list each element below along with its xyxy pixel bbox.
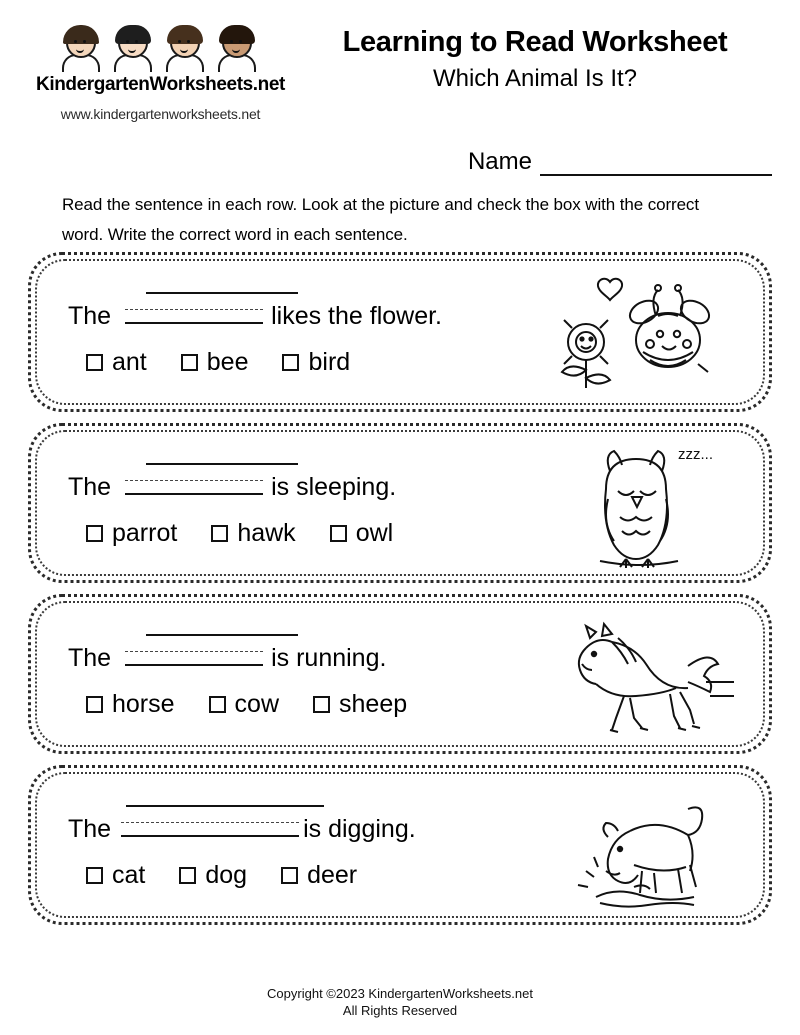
sentence bbox=[68, 294, 448, 331]
copyright-text: Copyright ©2023 KindergartenWorksheets.net bbox=[267, 986, 533, 1001]
answer-blank[interactable] bbox=[125, 636, 263, 666]
question-row bbox=[28, 252, 772, 412]
sentence bbox=[68, 807, 422, 844]
option-item[interactable] bbox=[282, 348, 350, 377]
checkbox-icon[interactable] bbox=[209, 696, 226, 713]
footer bbox=[0, 985, 800, 1019]
checkbox-icon[interactable] bbox=[86, 696, 103, 713]
option-item[interactable] bbox=[86, 519, 177, 548]
option-label: ant bbox=[112, 348, 147, 376]
sentence-suffix: likes the flower. bbox=[271, 302, 443, 330]
rights-text: All Rights Reserved bbox=[342, 1003, 458, 1018]
name-label: Name bbox=[467, 148, 532, 175]
sentence bbox=[68, 636, 392, 673]
checkbox-icon[interactable] bbox=[281, 867, 298, 884]
illustration-sleeping-owl bbox=[538, 437, 738, 569]
checkbox-icon[interactable] bbox=[86, 354, 103, 371]
checkbox-icon[interactable] bbox=[179, 867, 196, 884]
option-item[interactable] bbox=[313, 690, 407, 719]
checkbox-icon[interactable] bbox=[181, 354, 198, 371]
question-row bbox=[28, 594, 772, 754]
instructions-text: Read the sentence in each row. Look at the picture and check the box with the correct word. Write the correct word in each sentence. bbox=[62, 195, 699, 244]
option-label: sheep bbox=[339, 690, 408, 718]
option-label: bee bbox=[206, 348, 249, 376]
option-label: hawk bbox=[237, 519, 296, 547]
illustration-running-horse bbox=[538, 608, 738, 740]
checkbox-icon[interactable] bbox=[330, 525, 347, 542]
answer-blank[interactable] bbox=[121, 807, 299, 837]
option-item[interactable] bbox=[281, 861, 357, 890]
option-label: dog bbox=[205, 861, 248, 889]
site-logo bbox=[28, 26, 293, 122]
question-row bbox=[28, 765, 772, 925]
option-label: deer bbox=[307, 861, 358, 889]
checkbox-icon[interactable] bbox=[211, 525, 228, 542]
option-label: cat bbox=[112, 861, 146, 889]
option-item[interactable] bbox=[86, 348, 147, 377]
option-item[interactable] bbox=[330, 519, 394, 548]
site-url: www.kindergartenworksheets.net bbox=[60, 106, 261, 122]
logo-wordmark: KindergartenWorksheets.net bbox=[36, 74, 285, 95]
answer-blank[interactable] bbox=[125, 465, 263, 495]
checkbox-icon[interactable] bbox=[86, 525, 103, 542]
kids-illustration-icon bbox=[58, 26, 263, 72]
page-subtitle: Which Animal Is It? bbox=[432, 65, 638, 92]
option-label: bird bbox=[308, 348, 351, 376]
sentence-prefix: The bbox=[68, 815, 112, 843]
options-list bbox=[86, 861, 391, 890]
option-label: parrot bbox=[112, 519, 178, 547]
sentence-prefix: The bbox=[68, 302, 112, 330]
options-list bbox=[86, 690, 441, 719]
option-item[interactable] bbox=[179, 861, 247, 890]
option-item[interactable] bbox=[209, 690, 279, 719]
illustration-bee-and-flower bbox=[538, 266, 738, 398]
options-list bbox=[86, 519, 427, 548]
sentence bbox=[68, 465, 402, 502]
option-item[interactable] bbox=[86, 861, 145, 890]
sentence-prefix: The bbox=[68, 644, 112, 672]
answer-blank[interactable] bbox=[125, 294, 263, 324]
checkbox-icon[interactable] bbox=[86, 867, 103, 884]
sentence-suffix: is running. bbox=[271, 644, 387, 672]
option-label: owl bbox=[355, 519, 394, 547]
option-label: cow bbox=[234, 690, 280, 718]
page-title: Learning to Read Worksheet bbox=[342, 26, 728, 58]
sentence-prefix: The bbox=[68, 473, 112, 501]
name-field-row bbox=[468, 148, 772, 176]
option-item[interactable] bbox=[211, 519, 295, 548]
sentence-suffix: is digging. bbox=[303, 815, 416, 843]
worksheet-header bbox=[0, 18, 800, 175]
svg-text:zzz...: zzz... bbox=[678, 446, 714, 463]
question-rows bbox=[28, 252, 772, 936]
options-list bbox=[86, 348, 384, 377]
question-row bbox=[28, 423, 772, 583]
title-block bbox=[290, 26, 780, 93]
sentence-suffix: is sleeping. bbox=[271, 473, 397, 501]
illustration-digging-dog bbox=[538, 779, 738, 911]
name-input-line[interactable] bbox=[540, 150, 772, 176]
checkbox-icon[interactable] bbox=[313, 696, 330, 713]
option-label: horse bbox=[112, 690, 175, 718]
option-item[interactable] bbox=[86, 690, 175, 719]
option-item[interactable] bbox=[181, 348, 249, 377]
checkbox-icon[interactable] bbox=[282, 354, 299, 371]
